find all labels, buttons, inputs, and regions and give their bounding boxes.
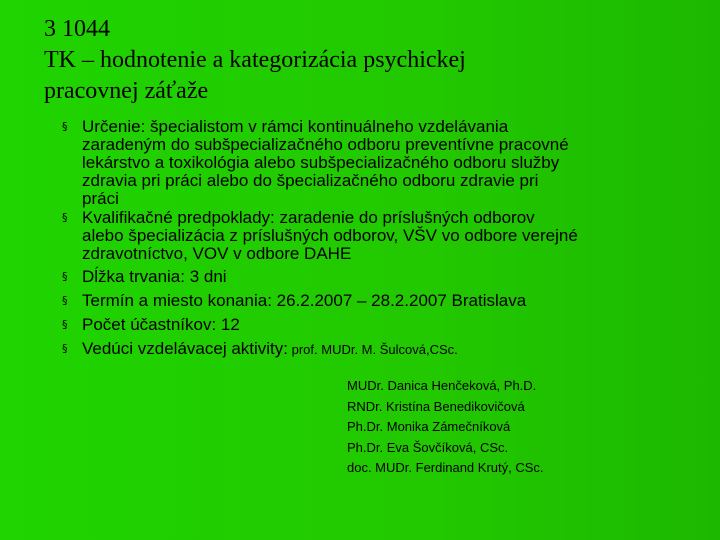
- item-text: prof. MUDr. M. Šulcová,CSc.: [288, 342, 458, 357]
- item-label: Počet účastníkov:: [82, 315, 217, 334]
- title-line: TK – hodnotenie a kategorizácia psychickej: [44, 47, 466, 73]
- item-text: špecialistom v rámci kontinuálneho vzdelávania: [145, 117, 509, 136]
- item-label: Vedúci vzdelávacej aktivity:: [82, 339, 288, 358]
- list-item-termin-miesto: [62, 291, 702, 310]
- bullet-icon: §: [62, 270, 68, 283]
- bullet-icon: §: [62, 120, 68, 133]
- item-text: zdravotníctvo, VOV v odbore DAHE: [82, 244, 352, 263]
- list-item-pocet-ucastnikov: [62, 315, 702, 334]
- leader-name: RNDr. Kristína Benedikovičová: [347, 398, 525, 414]
- bullet-icon: §: [62, 318, 68, 331]
- item-label: Termín a miesto konania:: [82, 291, 272, 310]
- item-text: zdravia pri práci alebo do špecializačného odboru zdravie pri: [82, 171, 539, 190]
- bullet-icon: §: [62, 211, 68, 224]
- list-item-kvalifikacne-predpoklady: [62, 208, 702, 263]
- leader-name: MUDr. Danica Henčeková, Ph.D.: [347, 378, 537, 393]
- item-label: Určenie:: [82, 117, 146, 136]
- item-text: zaradeným do subšpecializačného odboru preventívne pracovné: [82, 135, 569, 154]
- leaders-list: [347, 376, 687, 479]
- list-item-dlzka-trvania: [62, 267, 702, 286]
- bullet-list: [62, 117, 702, 359]
- title-line: 3 1044: [44, 16, 110, 42]
- list-item-veduci-aktivity: [62, 339, 702, 359]
- item-text: lekárstvo a toxikológia alebo subšpecializačného odboru služby: [82, 153, 560, 172]
- item-label: Dĺžka trvania:: [82, 267, 185, 286]
- item-text: 12: [216, 315, 240, 334]
- item-text: práci: [82, 189, 119, 208]
- item-label: Kvalifikačné predpoklady:: [82, 208, 275, 227]
- bullet-icon: §: [62, 294, 68, 307]
- bullet-icon: §: [62, 342, 68, 355]
- item-text: zaradenie do príslušných odborov: [274, 208, 535, 227]
- list-item-urcenie: [62, 117, 702, 208]
- item-text: alebo špecializácia z príslušných odborov, VŠV vo odbore verejné: [82, 226, 578, 245]
- item-text: 26.2.2007 – 28.2.2007 Bratislava: [271, 291, 527, 310]
- slide-title: [44, 14, 704, 107]
- item-text: 3 dni: [184, 267, 227, 286]
- leader-name: Ph.Dr. Monika Zámečníková: [347, 419, 511, 435]
- leader-name: doc. MUDr. Ferdinand Krutý, CSc.: [347, 460, 544, 476]
- leader-name: Ph.Dr. Eva Šovčíková, CSc.: [347, 439, 509, 455]
- title-line: pracovnej záťaže: [44, 78, 209, 104]
